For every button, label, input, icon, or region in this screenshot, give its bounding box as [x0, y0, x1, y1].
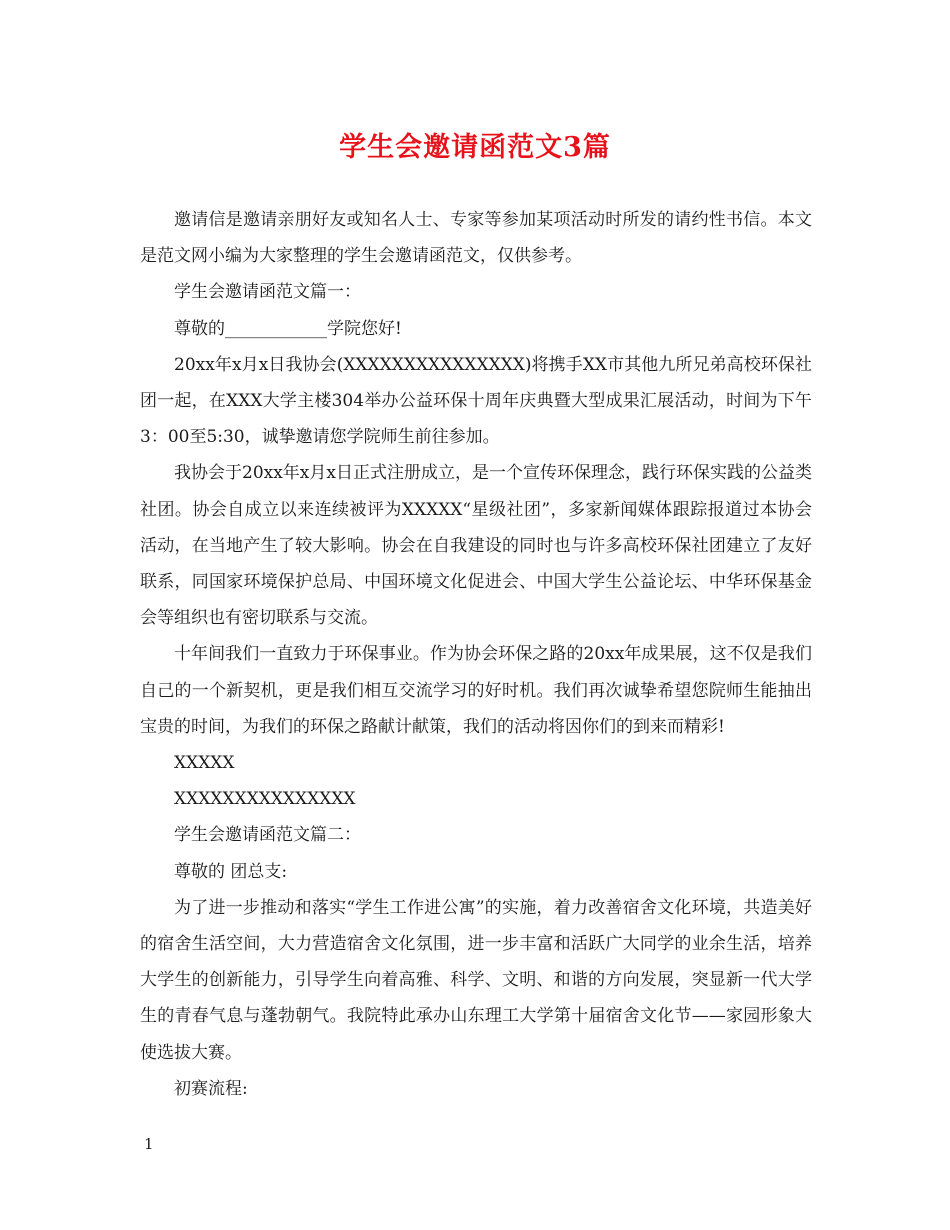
page-number: 1 [144, 1135, 154, 1153]
paragraph-association-intro: 我协会于20xx年x月x日正式注册成立，是一个宣传环保理念，践行环保实践的公益类社团。协会自成立以来连续被评为XXXXX“星级社团”，多家新闻媒体跟踪报道过本协会活动，在当地产生了较大影响。协会在自我建设的同时也与许多高校环保社团建立了友好联系，同国家环境保护总局、中国环境文化促进会、中国大学生公益论坛、中华环保基金会等组织也有密切联系与交流。 [140, 463, 812, 629]
document-body [140, 202, 812, 1107]
paragraph-festival-intro: 为了进一步推动和落实“学生工作进公寓”的实施，着力改善宿舍文化环境，共造美好的宿舍生活空间，大力营造宿舍文化氛围，进一步丰富和活跃广大同学的业余生活，培养大学生的创新能力，引导学生向着高雅、科学、文明、和谐的方向发展，突显新一代大学生的青春气息与蓬勃朝气。我院特此承办山东理工大学第十届宿舍文化节——家园形象大使选拔大赛。 [140, 897, 812, 1063]
paragraph-salutation-one: 尊敬的____________学院您好! [174, 318, 402, 339]
paragraph-salutation-two: 尊敬的 团总支: [174, 861, 288, 882]
paragraph-signature-name: XXXXX [174, 753, 235, 774]
document-title: 学生会邀请函范文3篇 [339, 132, 611, 163]
paragraph-preliminary: 初赛流程: [174, 1078, 248, 1099]
paragraph-heading-two: 学生会邀请函范文篇二： [174, 825, 361, 846]
paragraph-event-details: 20xx年x月x日我协会(XXXXXXXXXXXXXXX)将携手XX市其他九所兄弟高校环保社团一起，在XXX大学主楼304举办公益环保十周年庆典暨大型成果汇展活动，时间为下午3：00至5:30，诚挚邀请您学院师生前往参加。 [140, 354, 812, 448]
paragraph-heading-one: 学生会邀请函范文篇一： [174, 282, 361, 303]
paragraph-invitation: 十年间我们一直致力于环保事业。作为协会环保之路的20xx年成果展，这不仅是我们自己的一个新契机，更是我们相互交流学习的好时机。我们再次诚挚希望您院师生能抽出宝贵的时间，为我们的环保之路献计献策，我们的活动将因你们的到来而精彩! [140, 644, 812, 737]
paragraph-intro: 邀请信是邀请亲朋好友或知名人士、专家等参加某项活动时所发的请约性书信。本文是范文网小编为大家整理的学生会邀请函范文，仅供参考。 [140, 210, 812, 267]
paragraph-signature-org: XXXXXXXXXXXXXXX [174, 789, 356, 810]
